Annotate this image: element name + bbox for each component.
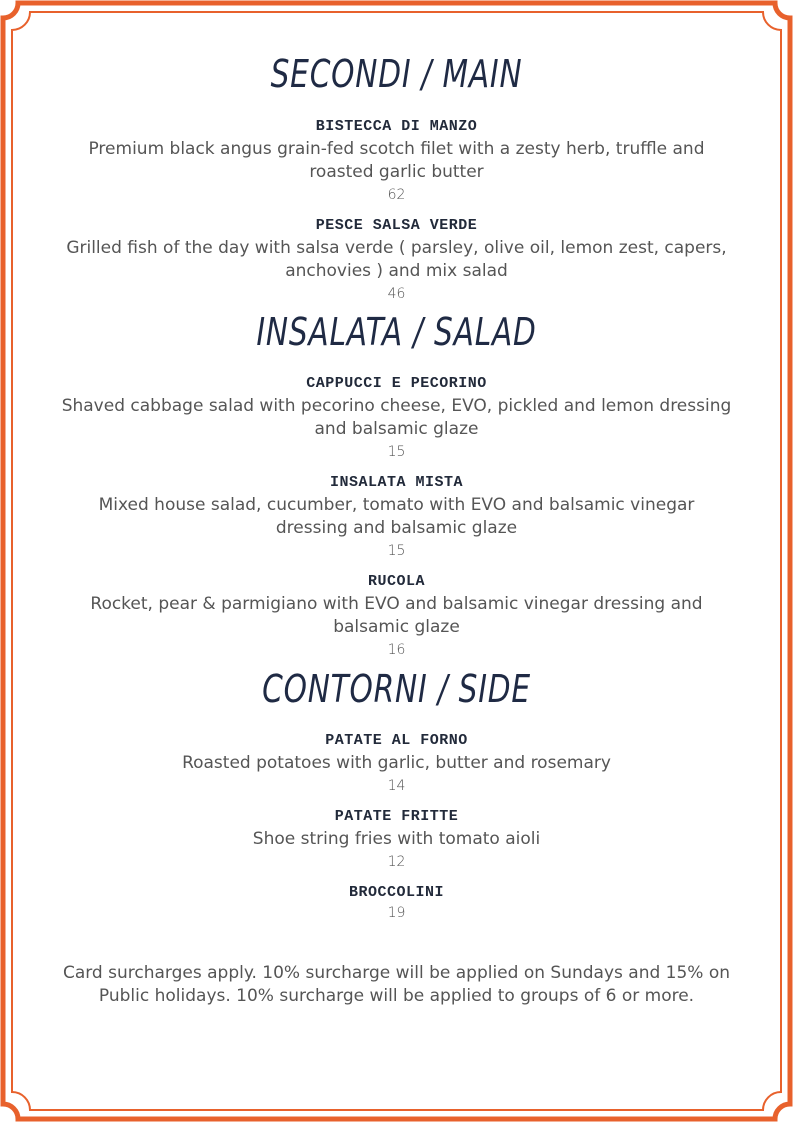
item-description: Grilled fish of the day with salsa verde ( parsley, olive oil, lemon zest, capers, anchovies ) and mix salad [66,238,727,281]
item-description: Mixed house salad, cucumber, tomato with EVO and balsamic vinegar dressing and balsamic glaze [98,495,695,538]
item-name: PATATE FRITTE [334,808,459,825]
item-price: 15 [387,543,406,559]
item-price: 62 [387,187,406,203]
item-price: 12 [387,854,406,870]
section-title-salad: INSALATA / SALAD [256,310,537,354]
item-price: 16 [387,642,406,658]
item-name: BROCCOLINI [348,884,444,901]
menu-item [60,731,733,796]
item-description: Shaved cabbage salad with pecorino cheese, EVO, pickled and lemon dressing and balsamic glaze [61,396,732,439]
item-price: 19 [387,905,406,921]
item-description: Roasted potatoes with garlic, butter and rosemary [182,753,611,773]
item-name: CAPPUCCI E PECORINO [306,375,487,392]
section-title-main: SECONDI / MAIN [270,52,523,96]
surcharge-note: Card surcharges apply. 10% surcharge will be applied on Sundays and 15% on Public holidays. 10% surcharge will be applied to groups of 6 or more. [62,963,731,1006]
item-price: 14 [387,778,406,794]
item-name: PESCE SALSA VERDE [315,217,478,234]
item-name: RUCOLA [367,573,425,590]
section-title-side: CONTORNI / SIDE [262,667,531,711]
item-description: Shoe string fries with tomato aioli [252,829,541,849]
menu-item [60,216,733,304]
item-description: Rocket, pear & parmigiano with EVO and balsamic vinegar dressing and balsamic glaze [90,594,703,637]
item-price: 15 [387,444,406,460]
menu-item [60,117,733,205]
menu-item [60,572,733,660]
menu-item [60,374,733,462]
item-description: Premium black angus grain-fed scotch filet with a zesty herb, truffle and roasted garlic butter [88,139,705,182]
menu-item [60,473,733,561]
item-price: 46 [387,286,406,302]
item-name: PATATE AL FORNO [325,732,468,749]
menu-item [60,807,733,872]
menu-item [60,883,733,923]
item-name: INSALATA MISTA [329,474,464,491]
item-name: BISTECCA DI MANZO [315,118,478,135]
